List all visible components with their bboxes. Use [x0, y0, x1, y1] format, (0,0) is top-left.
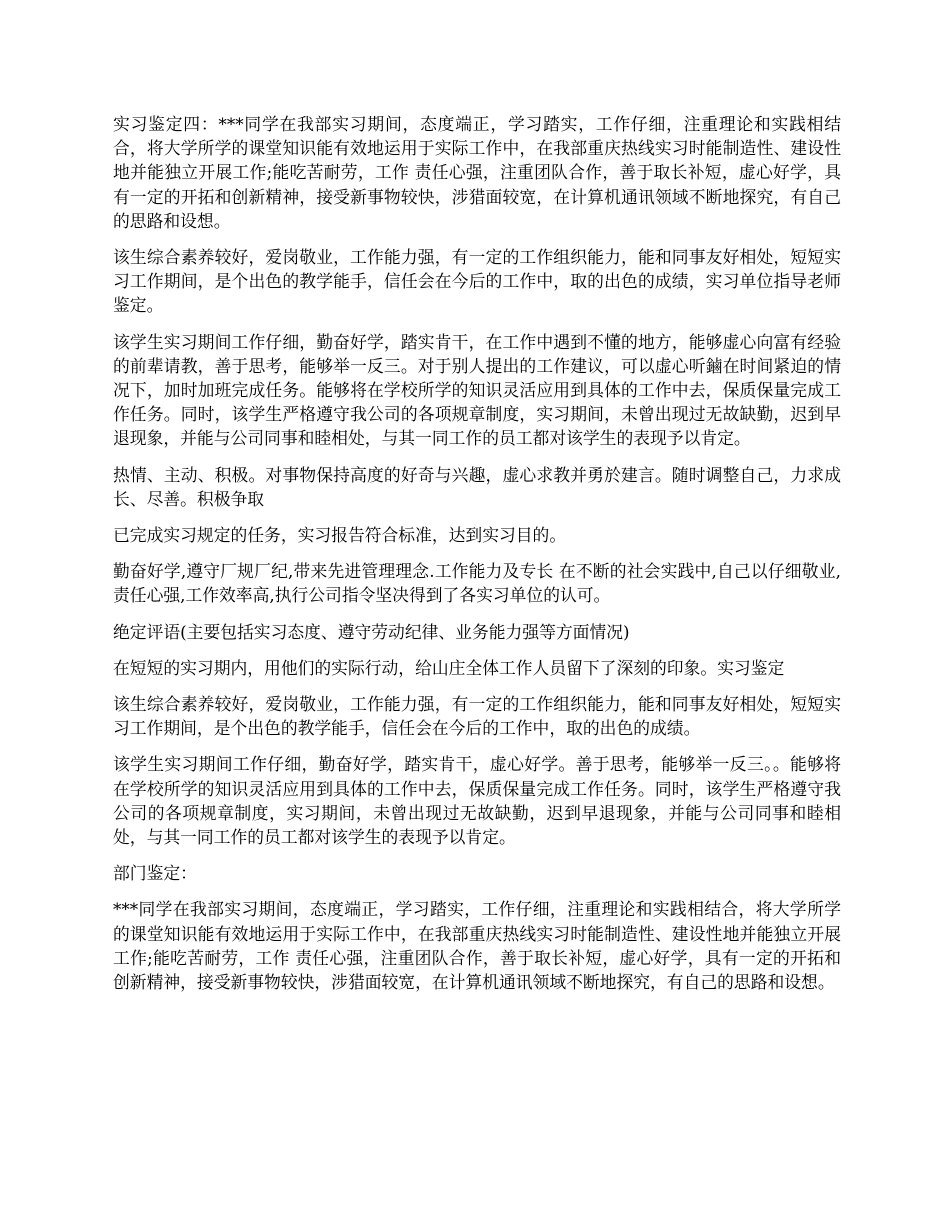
paragraph-11: 部门鉴定：	[113, 863, 197, 884]
paragraph-7: 绝定评语(主要包括实习态度、遵守劳动纪律、业务能力强等方面情况)	[113, 621, 630, 642]
paragraph-6: 勤奋好学,遵守厂规厂纪,带来先进管理理念.工作能力及专长 在不断的社会实践中,自己以仔细敬业,责任心强,工作效率高,执行公司指令坚决得到了各实习单位的认可。	[113, 561, 841, 606]
paragraph-1: 实习鉴定四：***同学在我部实习期间，态度端正，学习踏实，工作仔细，注重理论和实践相结合，将大学所学的课堂知识能有效地运用于实际工作中，在我部重庆热线实习时能制造性、建设性地并能独立开展工作;能吃苦耐劳，工作 责任心强，注重团队合作，善于取长补短，虚心好学，具有一定的开拓和创新精神，接受新事物较快，涉猎面较宽，在计算机通讯领域不断地探究，有自己的思路和设想。	[113, 114, 841, 231]
paragraph-12: ***同学在我部实习期间，态度端正，学习踏实，工作仔细，注重理论和实践相结合，将大学所学的课堂知识能有效地运用于实际工作中，在我部重庆热线实习时能制造性、建设性地并能独立开展工作;能吃苦耐劳，工作 责任心强，注重团队合作，善于取长补短，虚心好学，具有一定的开拓和创新精神，接受新事物较快，涉猎面较宽，在计算机通讯领域不断地探究，有自己的思路和设想。	[113, 899, 841, 993]
paragraph-2: 该生综合素养较好，爱岗敬业，工作能力强，有一定的工作组织能力，能和同事友好相处，短短实习工作期间，是个出色的教学能手，信任会在今后的工作中，取的出色的成绩，实习单位指导老师鉴定。	[113, 247, 841, 316]
paragraph-10: 该学生实习期间工作仔细，勤奋好学，踏实肯干，虚心好学。善于思考，能够举一反三。。能够将在学校所学的知识灵活应用到具体的工作中去，保质保量完成工作任务。同时，该学生严格遵守我公司的各项规章制度，实习期间，未曾出现过无故缺勤，迟到早退现象，并能与公司同事和睦相处，与其一同工作的员工都对该学生的表现予以肯定。	[113, 754, 841, 848]
paragraph-3: 该学生实习期间工作仔细，勤奋好学，踏实肯干，在工作中遇到不懂的地方，能够虚心向富有经验的前辈请教，善于思考，能够举一反三。对于别人提出的工作建议，可以虚心听鏀在时间紧迫的情况下，加时加班完成任务。能够将在学校所学的知识灵活应用到具体的工作中去，保质保量完成工作任务。同时，该学生严格遵守我公司的各项规章制度，实习期间，未曾出现过无故缺勤，迟到早退现象，并能与公司同事和睦相处，与其一同工作的员工都对该学生的表现予以肯定。	[113, 331, 841, 449]
document-body	[113, 112, 841, 1006]
paragraph-5: 已完成实习规定的任务，实习报告符合标准，达到实习目的。	[113, 525, 567, 546]
paragraph-9: 该生综合素养较好，爱岗敬业，工作能力强，有一定的工作组织能力，能和同事友好相处，短短实习工作期间，是个出色的教学能手，信任会在今后的工作中，取的出色的成绩。	[113, 694, 841, 739]
paragraph-4: 热情、主动、积极。对事物保持高度的好奇与兴趣，虚心求教并勇於建言。随时调整自己，力求成长、尽善。积极争取	[113, 464, 841, 509]
paragraph-8: 在短短的实习期内，用他们的实际行动，给山庄全体工作人员留下了深刻的印象。实习鉴定	[113, 657, 785, 678]
